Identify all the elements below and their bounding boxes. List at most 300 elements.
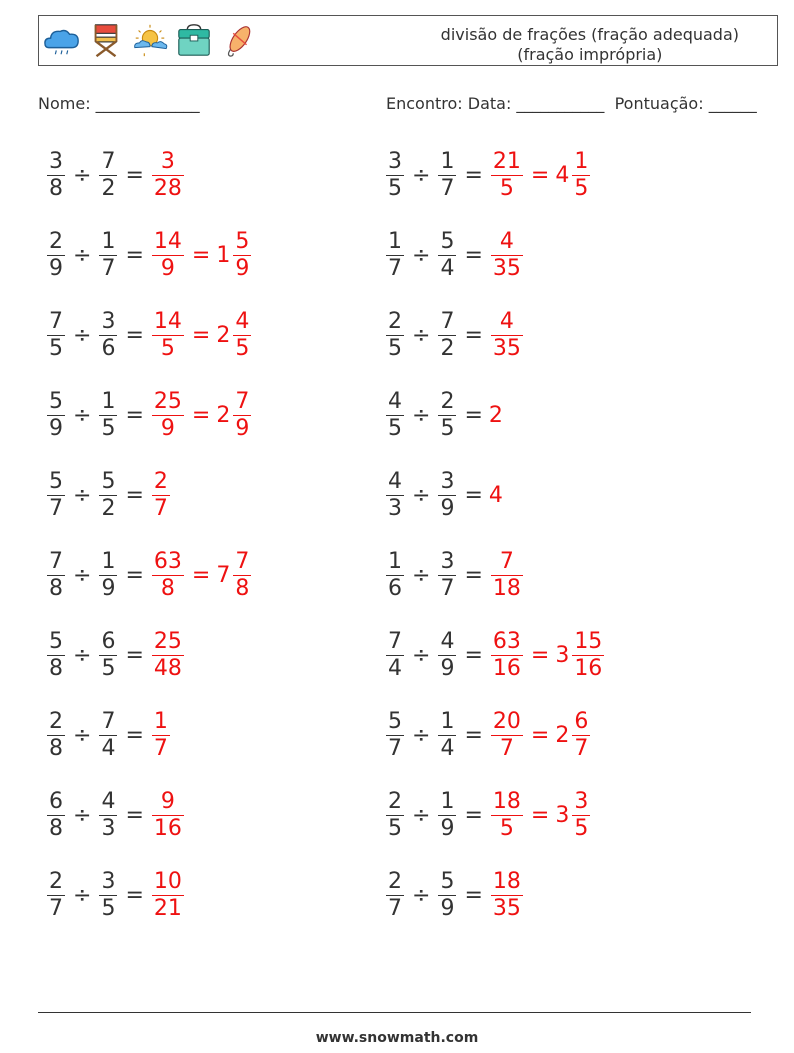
problem-item [45, 862, 186, 928]
answer [489, 149, 592, 202]
divide-sign: ÷ [412, 882, 431, 908]
dividend-fraction [386, 229, 404, 282]
mixed-whole-part: 3 [555, 802, 570, 828]
numerator: 7 [440, 308, 455, 334]
denominator: 7 [101, 255, 116, 281]
denominator: 5 [101, 655, 116, 681]
title-line-2: (fração imprópria) [517, 45, 663, 64]
divisor-fraction [438, 149, 456, 202]
director-chair-icon [87, 20, 125, 60]
denominator: 7 [49, 895, 63, 921]
divide-sign: ÷ [73, 242, 92, 268]
numerator: 5 [235, 228, 250, 254]
denominator: 18 [492, 575, 521, 601]
divide-sign: ÷ [73, 322, 92, 348]
mixed-whole-part: 3 [555, 642, 570, 668]
problem-item [45, 782, 186, 848]
numerator: 63 [153, 548, 182, 574]
numerator: 20 [492, 708, 521, 734]
dividend-fraction [386, 629, 404, 682]
answer [489, 403, 503, 428]
denominator: 6 [101, 335, 116, 361]
denominator: 9 [235, 415, 250, 441]
numerator: 1 [440, 148, 455, 174]
denominator: 5 [235, 335, 250, 361]
divisor-fraction [438, 629, 456, 682]
equals-sign: = [464, 242, 483, 268]
divisor-fraction [99, 789, 117, 842]
numerator: 1 [101, 548, 116, 574]
divisor-fraction [99, 229, 117, 282]
denominator: 2 [101, 495, 116, 521]
divide-sign: ÷ [412, 322, 431, 348]
numerator: 1 [440, 788, 455, 814]
divisor-fraction [99, 869, 117, 922]
answer-fraction [491, 149, 523, 202]
answer-fraction [152, 149, 184, 202]
answer-whole-number: 4 [488, 482, 503, 508]
problem-item [384, 382, 503, 448]
denominator: 16 [153, 815, 182, 841]
denominator: 8 [49, 175, 63, 201]
denominator: 8 [235, 575, 250, 601]
denominator: 7 [440, 175, 455, 201]
answer-fraction [491, 789, 523, 842]
problem-item [45, 382, 253, 448]
equals-sign: = [530, 722, 550, 748]
answer [489, 629, 606, 682]
problem-item [384, 782, 592, 848]
numerator: 15 [574, 628, 603, 654]
numerator: 1 [388, 228, 402, 254]
answer-fraction [152, 549, 184, 602]
equals-sign: = [125, 562, 144, 588]
problem-item [45, 302, 253, 368]
numerator: 3 [440, 548, 455, 574]
divide-sign: ÷ [73, 642, 92, 668]
divide-sign: ÷ [73, 482, 92, 508]
denominator: 35 [492, 335, 521, 361]
numerator: 14 [153, 308, 182, 334]
denominator: 7 [388, 735, 402, 761]
numerator: 7 [388, 628, 402, 654]
dividend-fraction [47, 789, 65, 842]
denominator: 5 [101, 895, 116, 921]
problem-item [384, 222, 525, 288]
answer-fraction [152, 309, 184, 362]
divide-sign: ÷ [412, 722, 431, 748]
equals-sign: = [125, 402, 144, 428]
numerator: 4 [499, 308, 514, 334]
divisor-fraction [99, 309, 117, 362]
problem-item [45, 542, 253, 608]
header-box [38, 15, 778, 66]
numerator: 6 [101, 628, 116, 654]
header-icons [43, 20, 257, 60]
denominator: 8 [160, 575, 175, 601]
equals-sign: = [464, 402, 483, 428]
dividend-fraction [386, 789, 404, 842]
denominator: 9 [160, 415, 175, 441]
denominator: 7 [153, 495, 168, 521]
numerator: 18 [492, 868, 521, 894]
answer-fraction [491, 629, 523, 682]
divide-sign: ÷ [412, 402, 431, 428]
numerator: 5 [49, 628, 63, 654]
mixed-fraction-part [572, 789, 590, 842]
problem-item [384, 702, 592, 768]
answer [489, 309, 525, 362]
numerator: 3 [440, 468, 455, 494]
answer [150, 789, 186, 842]
problem-item [45, 142, 186, 208]
numerator: 3 [101, 868, 116, 894]
denominator: 8 [49, 815, 63, 841]
denominator: 8 [49, 735, 63, 761]
mixed-fraction-part [233, 229, 251, 282]
numerator: 4 [499, 228, 514, 254]
numerator: 7 [49, 308, 63, 334]
numerator: 10 [153, 868, 182, 894]
divisor-fraction [438, 709, 456, 762]
numerator: 2 [388, 788, 402, 814]
divide-sign: ÷ [73, 402, 92, 428]
numerator: 5 [440, 228, 455, 254]
mixed-whole-part: 2 [216, 402, 231, 428]
numerator: 2 [440, 388, 455, 414]
denominator: 7 [388, 255, 402, 281]
problem-item [384, 462, 503, 528]
dividend-fraction [47, 549, 65, 602]
answer-fraction [152, 789, 184, 842]
answer [150, 229, 253, 282]
divisor-fraction [99, 469, 117, 522]
numerator: 2 [49, 868, 63, 894]
dividend-fraction [47, 149, 65, 202]
divisor-fraction [438, 469, 456, 522]
divide-sign: ÷ [412, 162, 431, 188]
divide-sign: ÷ [73, 722, 92, 748]
numerator: 5 [49, 468, 63, 494]
numerator: 25 [153, 388, 182, 414]
divide-sign: ÷ [73, 882, 92, 908]
divisor-fraction [99, 389, 117, 442]
numerator: 2 [49, 228, 63, 254]
equals-sign: = [464, 162, 483, 188]
answer-fraction [491, 229, 523, 282]
cloud-rain-icon [43, 20, 81, 60]
numerator: 14 [153, 228, 182, 254]
divisor-fraction [438, 869, 456, 922]
problem-item [384, 622, 606, 688]
denominator: 9 [160, 255, 175, 281]
denominator: 5 [388, 175, 402, 201]
denominator: 5 [160, 335, 175, 361]
problem-item [45, 702, 172, 768]
dividend-fraction [386, 389, 404, 442]
denominator: 5 [574, 815, 589, 841]
denominator: 4 [388, 655, 402, 681]
dividend-fraction [386, 549, 404, 602]
numerator: 2 [388, 868, 402, 894]
denominator: 28 [153, 175, 182, 201]
denominator: 5 [388, 415, 402, 441]
equals-sign: = [530, 802, 550, 828]
numerator: 1 [440, 708, 455, 734]
divide-sign: ÷ [73, 562, 92, 588]
answer [150, 149, 186, 202]
denominator: 3 [101, 815, 116, 841]
problem-item [384, 142, 592, 208]
equals-sign: = [464, 482, 483, 508]
numerator: 9 [160, 788, 175, 814]
denominator: 7 [388, 895, 402, 921]
numerator: 5 [388, 708, 402, 734]
problem-item [384, 862, 525, 928]
answer [489, 869, 525, 922]
equals-sign: = [464, 882, 483, 908]
numerator: 1 [101, 388, 116, 414]
equals-sign: = [464, 722, 483, 748]
equals-sign: = [464, 802, 483, 828]
fishing-lure-icon [219, 20, 257, 60]
dividend-fraction [386, 469, 404, 522]
cooler-box-icon [175, 20, 213, 60]
mixed-fraction-part [233, 389, 251, 442]
mixed-whole-part: 2 [555, 722, 570, 748]
denominator: 9 [49, 255, 63, 281]
dividend-fraction [386, 869, 404, 922]
divide-sign: ÷ [73, 802, 92, 828]
numerator: 3 [388, 148, 402, 174]
problem-item [45, 222, 253, 288]
denominator: 7 [49, 495, 63, 521]
divide-sign: ÷ [412, 562, 431, 588]
answer [489, 789, 592, 842]
answer-fraction [152, 709, 170, 762]
denominator: 9 [440, 495, 455, 521]
denominator: 16 [574, 655, 603, 681]
mixed-fraction-part [233, 309, 251, 362]
dividend-fraction [47, 389, 65, 442]
numerator: 3 [101, 308, 116, 334]
mixed-whole-part: 1 [216, 242, 231, 268]
numerator: 2 [49, 708, 63, 734]
denominator: 9 [235, 255, 250, 281]
divisor-fraction [99, 549, 117, 602]
denominator: 35 [492, 895, 521, 921]
divide-sign: ÷ [412, 242, 431, 268]
numerator: 21 [492, 148, 521, 174]
denominator: 7 [499, 735, 514, 761]
answer [150, 869, 186, 922]
mixed-whole-part: 7 [216, 562, 231, 588]
equals-sign: = [191, 402, 211, 428]
numerator: 3 [160, 148, 175, 174]
divisor-fraction [99, 629, 117, 682]
numerator: 18 [492, 788, 521, 814]
answer [489, 483, 503, 508]
equals-sign: = [125, 882, 144, 908]
numerator: 7 [499, 548, 514, 574]
numerator: 5 [440, 868, 455, 894]
divisor-fraction [438, 229, 456, 282]
numerator: 5 [49, 388, 63, 414]
divisor-fraction [438, 389, 456, 442]
problem-item [384, 302, 525, 368]
mixed-fraction-part [572, 709, 590, 762]
numerator: 7 [235, 388, 250, 414]
numerator: 4 [388, 388, 402, 414]
denominator: 9 [440, 655, 455, 681]
answer-fraction [152, 869, 184, 922]
denominator: 35 [492, 255, 521, 281]
answer-fraction [152, 469, 170, 522]
numerator: 7 [101, 708, 116, 734]
answer [489, 229, 525, 282]
denominator: 48 [153, 655, 182, 681]
divisor-fraction [438, 549, 456, 602]
equals-sign: = [191, 562, 211, 588]
answer [150, 629, 186, 682]
numerator: 7 [101, 148, 116, 174]
denominator: 5 [499, 815, 514, 841]
dividend-fraction [47, 709, 65, 762]
numerator: 6 [49, 788, 63, 814]
denominator: 9 [49, 415, 63, 441]
equals-sign: = [125, 802, 144, 828]
denominator: 4 [101, 735, 116, 761]
dividend-fraction [386, 149, 404, 202]
name-field-label: Nome: _____________ [38, 94, 200, 113]
equals-sign: = [191, 242, 211, 268]
worksheet-title [441, 25, 739, 65]
numerator: 3 [574, 788, 589, 814]
answer [150, 309, 253, 362]
divide-sign: ÷ [73, 162, 92, 188]
numerator: 3 [49, 148, 63, 174]
answer-fraction [491, 869, 523, 922]
numerator: 1 [388, 548, 402, 574]
answer-fraction [152, 629, 184, 682]
dividend-fraction [386, 309, 404, 362]
answer-fraction [491, 549, 523, 602]
divisor-fraction [438, 789, 456, 842]
footer-url: www.snowmath.com [315, 1030, 479, 1046]
denominator: 5 [440, 415, 455, 441]
equals-sign: = [125, 322, 144, 348]
problem-item [45, 462, 172, 528]
numerator: 4 [388, 468, 402, 494]
mixed-fraction-part [572, 149, 590, 202]
numerator: 4 [101, 788, 116, 814]
denominator: 5 [388, 815, 402, 841]
date-score-field-label: Encontro: Data: ___________ Pontuação: ______ [386, 94, 757, 113]
answer [489, 549, 525, 602]
denominator: 2 [101, 175, 116, 201]
mixed-whole-part: 2 [216, 322, 231, 348]
equals-sign: = [464, 562, 483, 588]
numerator: 6 [574, 708, 589, 734]
denominator: 5 [574, 175, 589, 201]
denominator: 3 [388, 495, 402, 521]
dividend-fraction [47, 309, 65, 362]
equals-sign: = [125, 162, 144, 188]
dividend-fraction [386, 709, 404, 762]
denominator: 4 [440, 255, 455, 281]
divide-sign: ÷ [412, 802, 431, 828]
numerator: 4 [235, 308, 250, 334]
denominator: 9 [440, 815, 455, 841]
denominator: 5 [49, 335, 63, 361]
dividend-fraction [47, 869, 65, 922]
denominator: 8 [49, 655, 63, 681]
sun-cloud-icon [131, 20, 169, 60]
mixed-whole-part: 4 [555, 162, 570, 188]
numerator: 1 [101, 228, 116, 254]
denominator: 16 [492, 655, 521, 681]
problem-item [384, 542, 525, 608]
answer [489, 709, 592, 762]
numerator: 1 [574, 148, 589, 174]
answer-fraction [491, 309, 523, 362]
numerator: 2 [153, 468, 168, 494]
mixed-fraction-part [233, 549, 251, 602]
equals-sign: = [191, 322, 211, 348]
denominator: 7 [153, 735, 168, 761]
denominator: 2 [440, 335, 455, 361]
equals-sign: = [530, 642, 550, 668]
denominator: 8 [49, 575, 63, 601]
denominator: 7 [440, 575, 455, 601]
denominator: 6 [388, 575, 402, 601]
footer-divider [38, 1012, 751, 1013]
divisor-fraction [99, 709, 117, 762]
numerator: 1 [153, 708, 168, 734]
dividend-fraction [47, 469, 65, 522]
denominator: 5 [388, 335, 402, 361]
answer [150, 469, 172, 522]
denominator: 5 [499, 175, 514, 201]
numerator: 7 [49, 548, 63, 574]
denominator: 7 [574, 735, 589, 761]
answer [150, 389, 253, 442]
title-line-1: divisão de frações (fração adequada) [440, 25, 739, 44]
numerator: 5 [101, 468, 116, 494]
dividend-fraction [47, 629, 65, 682]
problem-item [45, 622, 186, 688]
denominator: 9 [101, 575, 116, 601]
denominator: 9 [440, 895, 455, 921]
answer [150, 709, 172, 762]
numerator: 25 [153, 628, 182, 654]
equals-sign: = [125, 482, 144, 508]
answer-fraction [491, 709, 523, 762]
equals-sign: = [125, 722, 144, 748]
divide-sign: ÷ [412, 482, 431, 508]
denominator: 21 [153, 895, 182, 921]
numerator: 63 [492, 628, 521, 654]
answer-fraction [152, 389, 184, 442]
numerator: 2 [388, 308, 402, 334]
divide-sign: ÷ [412, 642, 431, 668]
numerator: 7 [235, 548, 250, 574]
divisor-fraction [438, 309, 456, 362]
dividend-fraction [47, 229, 65, 282]
numerator: 4 [440, 628, 455, 654]
answer-whole-number: 2 [488, 402, 503, 428]
answer [150, 549, 253, 602]
